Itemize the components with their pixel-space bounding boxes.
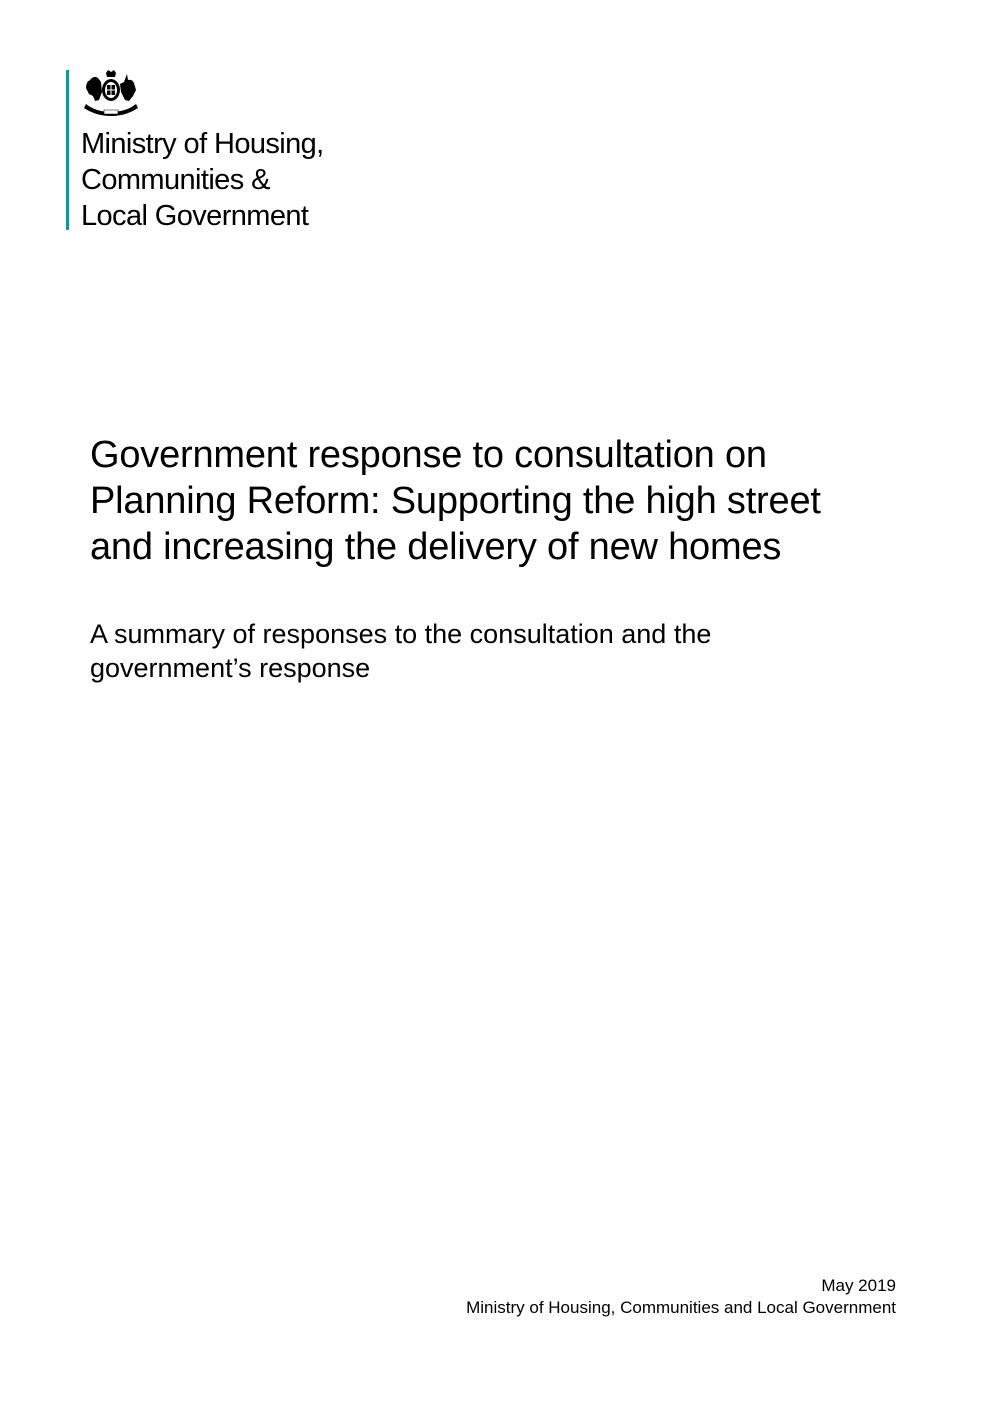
subtitle-line-1: A summary of responses to the consultation and the bbox=[90, 619, 712, 649]
document-subtitle bbox=[90, 617, 870, 685]
publication-date: May 2019 bbox=[821, 1276, 896, 1295]
title-line-1: Government response to consultation on bbox=[90, 434, 767, 476]
ministry-logo bbox=[66, 70, 386, 230]
document-title bbox=[90, 432, 910, 570]
document-footer bbox=[466, 1275, 896, 1319]
ministry-name-line-1: Ministry of Housing, bbox=[81, 128, 324, 160]
title-line-2: Planning Reform: Supporting the high street bbox=[90, 480, 821, 522]
ministry-name-line-3: Local Government bbox=[81, 200, 309, 232]
publisher-name: Ministry of Housing, Communities and Local Government bbox=[466, 1298, 896, 1317]
title-line-3: and increasing the delivery of new homes bbox=[90, 526, 782, 568]
royal-coat-of-arms-icon bbox=[80, 70, 142, 118]
subtitle-line-2: government’s response bbox=[90, 653, 371, 683]
logo-accent-bar bbox=[66, 70, 69, 230]
ministry-name-line-2: Communities & bbox=[81, 164, 270, 196]
ministry-name bbox=[81, 126, 324, 234]
